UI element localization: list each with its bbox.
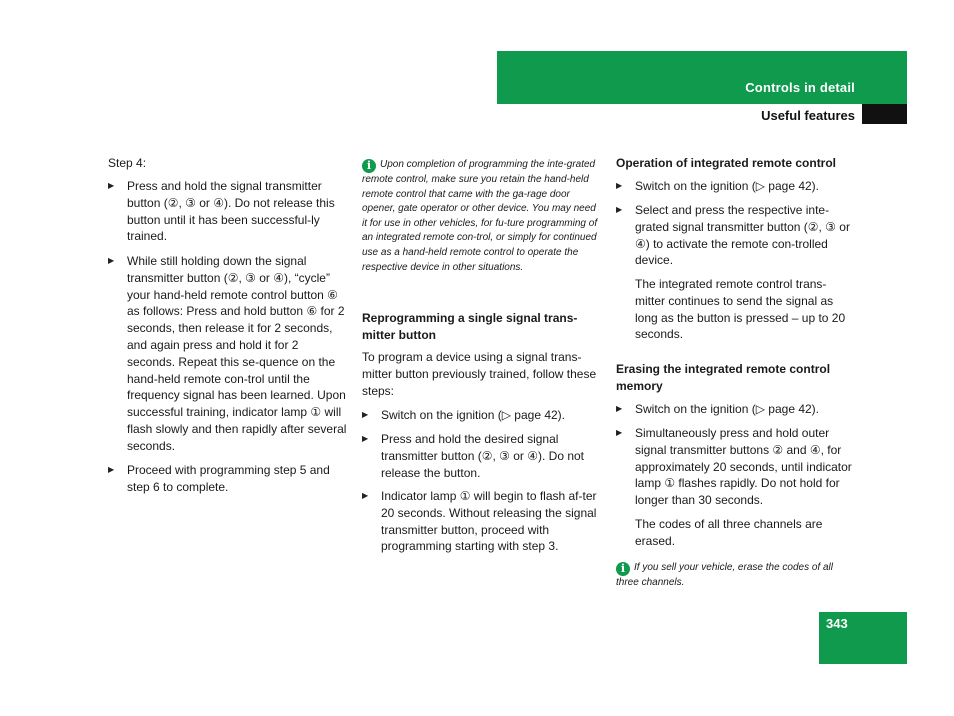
paragraph: The integrated remote control trans-mitter continues to send the signal as long as the button is pressed – up to 20 seconds.	[635, 277, 846, 342]
list-item: ▶ Simultaneously press and hold outer signal transmitter buttons ② and ④, for approximately 20 seconds, until indicator lamp ① flashes rapidly. Do not hold for longer than 30 seconds.	[616, 425, 856, 509]
paragraph: To program a device using a signal trans-mitter button previously trained, follow these steps:	[362, 350, 597, 398]
list-item: ▶ Select and press the respective inte-grated signal transmitter button (②, ③ or ④) to activate the remote con-trolled device.	[616, 202, 856, 269]
list-item: ▶ Proceed with programming step 5 and step 6 to complete.	[108, 462, 348, 496]
list-item: ▶ While still holding down the signal transmitter button (②, ③ or ④), “cycle” your hand-held remote control button ⑥ as follows: Press and hold button ⑥ for 2 seconds, then release it for 2 seconds, and again press and hold it for 2 seconds. Repeat this se-quence on the hand-held remote con-trol until the frequency signal has been learned. Upon successful training, indicator lamp ① will flash slowly and then rapidly after several seconds.	[108, 253, 348, 455]
list-item: ▶ Switch on the ignition (▷ page 42).	[362, 407, 602, 424]
paragraph: The codes of all three channels are erased.	[635, 517, 823, 548]
step-label: Step 4:	[108, 156, 147, 170]
header-tab-marker	[862, 104, 907, 124]
info-note-text: If you sell your vehicle, erase the codes of all three channels.	[616, 562, 833, 588]
list-item: ▶ Press and hold the signal transmitter button (②, ③ or ④). Do not release this button until it has been successful-ly trained.	[108, 178, 348, 245]
info-note-text: Upon completion of programming the inte-grated remote control, make sure you retain the hand-held remote control that came with the ga-rage door opener, gate operator or other device. You may need it for use in other vehicles, for fu-ture programming of an integrated remote con-trol, or simply for continued use as a hand-held remote control to operate the respective device in other situations.	[362, 159, 598, 273]
subsection-title: Useful features	[761, 108, 855, 123]
list-item: ▶ Switch on the ignition (▷ page 42).	[616, 178, 856, 195]
list-item: ▶ Press and hold the desired signal transmitter button (②, ③ or ④). Do not release the button.	[362, 431, 602, 481]
section-heading: Erasing the integrated remote control memory	[616, 362, 831, 393]
info-icon: i	[616, 562, 630, 576]
list-item: ▶ Indicator lamp ① will begin to flash af-ter 20 seconds. Without releasing the signal transmitter button, proceed with programming starting with step 3.	[362, 488, 602, 555]
section-heading: Reprogramming a single signal trans-mitter button	[362, 311, 578, 342]
section-title: Controls in detail	[745, 80, 855, 95]
info-icon: i	[362, 159, 376, 173]
page-number: 343	[826, 616, 848, 631]
info-note	[362, 158, 602, 275]
info-note	[616, 561, 856, 591]
list-item: ▶ Switch on the ignition (▷ page 42).	[616, 401, 856, 418]
section-heading: Operation of integrated remote control	[616, 156, 837, 170]
